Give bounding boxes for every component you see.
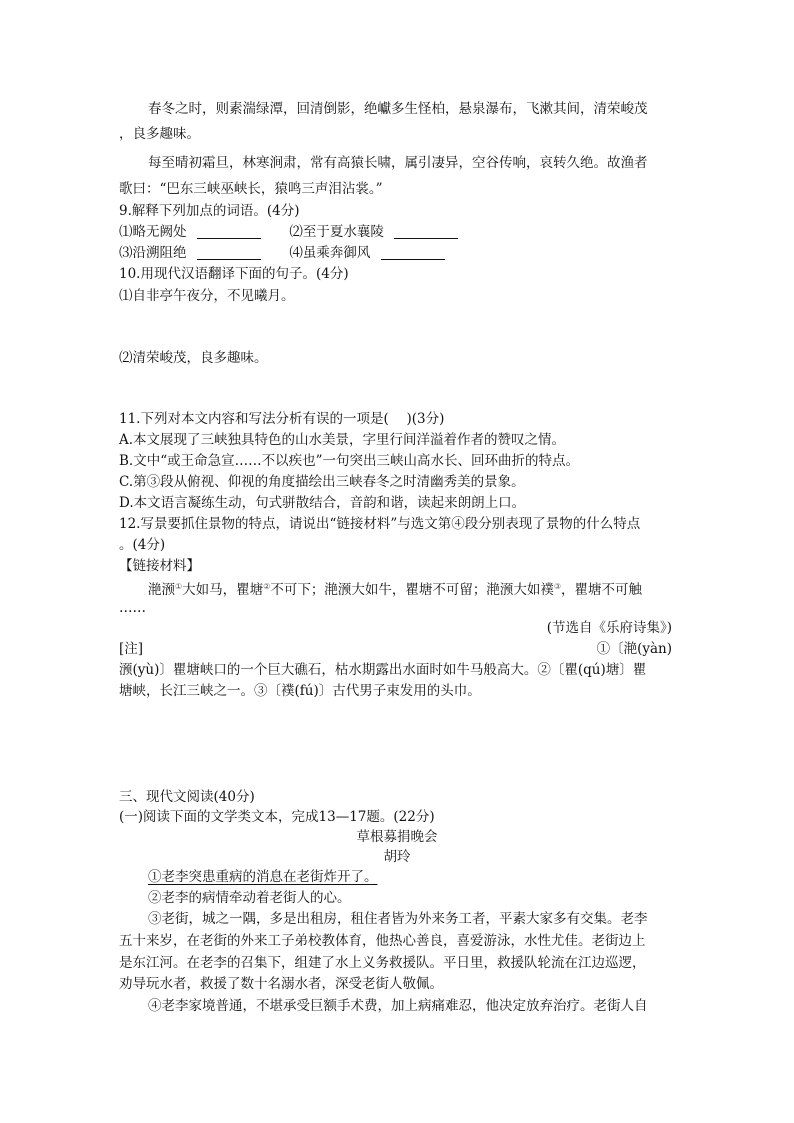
passage-p1-line1: 春冬之时，则素湍绿潭，回清倒影，绝巘多生怪柏，悬泉瀑布，飞漱其间，清荣峻茂: [148, 101, 648, 117]
passage-p1-line2: ，良多趣味。: [119, 126, 200, 142]
q11-option-a: A.本文展现了三峡独具特色的山水美景，字里行间洋溢着作者的赞叹之情。: [119, 432, 566, 448]
q11-option-c: C.第③段从俯视、仰视的角度描绘出三峡春冬之时清幽秀美的景象。: [119, 474, 525, 490]
material-title: 【链接材料】: [119, 558, 200, 574]
q12-stem-line2: 。(4分): [119, 537, 166, 553]
q10-item2: ⑵清荣峻茂，良多趣味。: [119, 350, 268, 366]
footnote-mark-3: ③: [553, 582, 562, 591]
material-text-seg2: 大如马，瞿塘: [182, 582, 264, 598]
material-text-seg1: 滟滪: [148, 582, 175, 598]
q11-option-d: D.本文语言凝练生动，句式骈散结合，音韵和谐，读起来朗朗上口。: [119, 495, 526, 511]
note-first-part: ①〔滟(yàn): [596, 641, 672, 657]
q9-item4: ⑷虽乘奔御风: [289, 245, 371, 261]
q9-stem: 9.解释下列加点的词语。(4分): [119, 203, 300, 219]
q9-row2: [119, 243, 445, 263]
q9-item1: ⑴略无阙处: [119, 224, 187, 240]
footnote-mark-2: ②: [263, 582, 271, 591]
q10-item1: ⑴自非亭午夜分，不见曦月。: [119, 288, 295, 304]
material-ellipsis: ……: [119, 600, 146, 616]
story-para2: ②老李的病情牵动着老街人的心。: [148, 890, 351, 906]
passage-p2-line2: 歌曰：“巴东三峡巫峡长，猿鸣三声泪沾裳。”: [119, 181, 383, 197]
section-heading: 三、现代文阅读(40分): [119, 789, 255, 805]
note-line2: 滪(yù)〕瞿塘峡口的一个巨大礁石，枯水期露出水面时如牛马般高大。②〔瞿(qú)塘〕瞿: [119, 662, 647, 678]
passage-p2-line1: 每至晴初霜旦，林寒涧肃，常有高猿长啸，属引凄异，空谷传响，哀转久绝。故渔者: [148, 155, 648, 171]
q9-row1: [119, 222, 458, 242]
story-para3-line1: ③老街，城之一隅，多是出租房，租住者皆为外来务工者，平素大家多有交集。老李: [148, 911, 648, 927]
q11-stem: 11.下列对本文内容和写法分析有误的一项是( )(3分): [119, 411, 445, 427]
story-para3-line2: 五十来岁，在老街的外来工子弟校教体育，他热心善良，喜爱游泳，水性尤佳。老街边上: [119, 933, 646, 949]
material-source: (节选自《乐府诗集》): [546, 620, 672, 636]
q9-blank2[interactable]: [394, 224, 458, 239]
q9-item3: ⑶沿溯阻绝: [119, 245, 187, 261]
story-para1: [148, 867, 378, 887]
q9-blank3[interactable]: [197, 245, 261, 260]
story-author: 胡玲: [383, 849, 411, 865]
q9-blank1[interactable]: [197, 224, 261, 239]
story-para4-line1: ④老李家境普通，不堪承受巨额手术费，加上病痛难忍，他决定放弃治疗。老街人自: [148, 998, 648, 1014]
story-para3-line4: 劝导玩水者，救援了数十名溺水者，深受老街人敬佩。: [119, 976, 443, 992]
footnote-mark-1: ①: [175, 582, 183, 591]
note-label: [注]: [119, 641, 144, 657]
story-para3-line3: 是东江河。在老李的召集下，组建了水上义务救援队。平日里，救援队轮流在江边巡逻，: [119, 955, 646, 971]
material-text-seg4: ，瞿塘不可触: [561, 582, 643, 598]
note-line3: 塘峡，长江三峡之一。③〔襆(fú)〕古代男子束发用的头巾。: [119, 683, 481, 699]
q10-stem: 10.用现代汉语翻译下面的句子。(4分): [119, 266, 349, 282]
story-title: 草根募捐晚会: [356, 829, 438, 845]
story-para1-underlined: ①老李突患重病的消息在老街炸开了。: [148, 869, 378, 885]
section-sub: (一)阅读下面的文学类文本，完成13—17题。(22分): [119, 809, 435, 825]
material-text-seg3: 不可下；滟滪大如牛，瞿塘不可留；滟滪大如襆: [270, 582, 554, 598]
q11-option-b: B.文中“或王命急宣……不以疾也”一句突出三峡山高水长、回环曲折的特点。: [119, 453, 580, 469]
material-text: [148, 577, 642, 600]
q9-blank4[interactable]: [381, 245, 445, 260]
q9-item2: ⑵至于夏水襄陵: [289, 224, 384, 240]
q12-stem-line1: 12.写景要抓住景物的特点，请说出“链接材料”与选文第④段分别表现了景物的什么特点: [119, 516, 641, 532]
